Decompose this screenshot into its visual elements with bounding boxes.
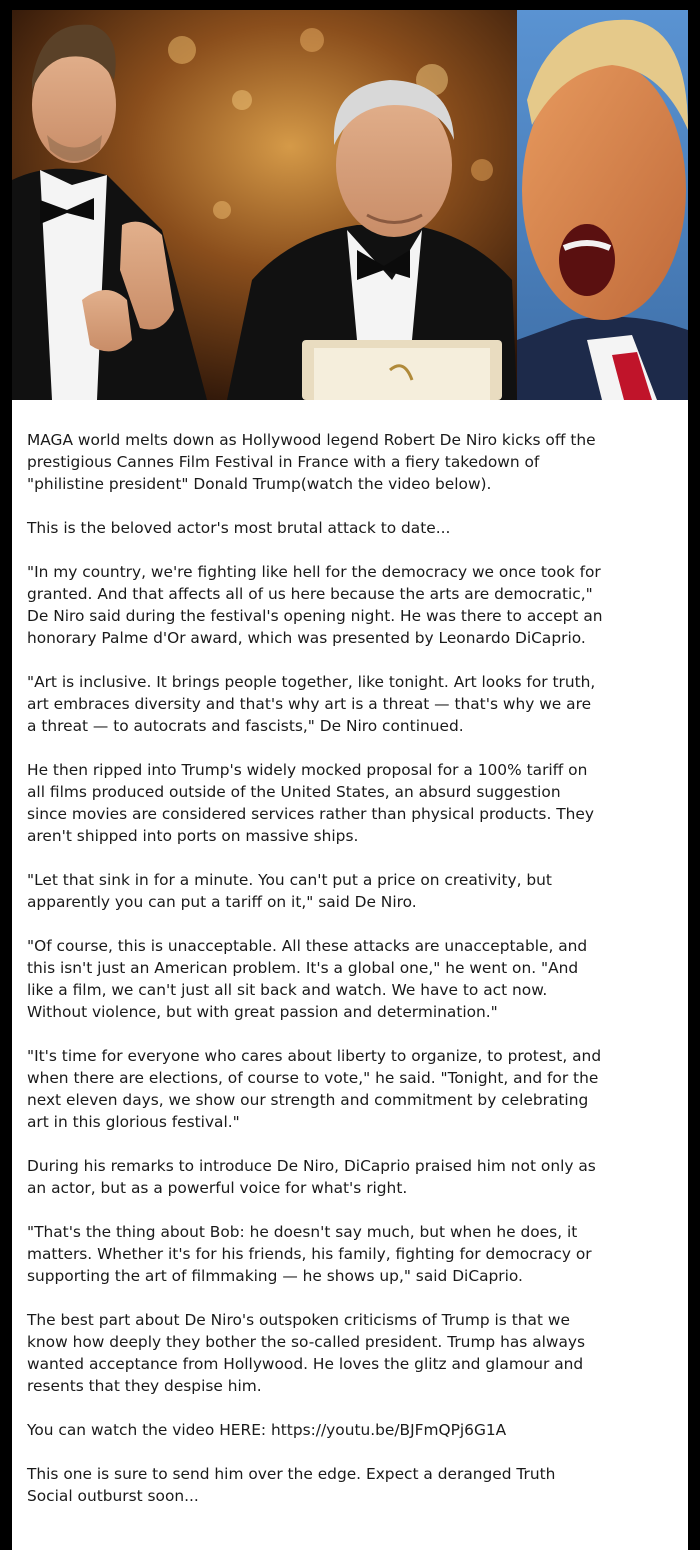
paragraph: "Art is inclusive. It brings people together, like tonight. Art looks for truth, art embraces diversity and that's why art is a threat — that's why we are a threat — to autocrats and fascists," De Niro continued. <box>27 673 596 735</box>
person-right <box>517 20 688 400</box>
video-line-prefix: You can watch the video HERE: <box>27 1421 271 1439</box>
hero-image <box>12 10 688 400</box>
paragraph: "It's time for everyone who cares about liberty to organize, to protest, and when there are elections, of course to vote," he said. "Tonight, and for the next eleven days, we show our strength and commitment by celebrating art in this glorious festival." <box>27 1047 602 1131</box>
paragraph: This is the beloved actor's most brutal attack to date... <box>27 519 451 537</box>
video-line <box>27 1419 677 1441</box>
paragraph: "Of course, this is unacceptable. All these attacks are unacceptable, and this isn't just an American problem. It's a global one," he went on. "And like a film, we can't just all sit back and watch. We have to act now. Without violence, but with great passion and determination." <box>27 937 588 1021</box>
paragraph: MAGA world melts down as Hollywood legend Robert De Niro kicks off the prestigious Cannes Film Festival in France with a fiery takedown of "philistine president" Donald Trump(watch the video below). <box>27 431 596 493</box>
closing-paragraph: This one is sure to send him over the edge. Expect a deranged Truth Social outburst soon... <box>27 1465 556 1505</box>
paragraph: "In my country, we're fighting like hell for the democracy we once took for granted. And that affects all of us here because the arts are democratic," De Niro said during the festival's opening night. He was there to accept an honorary Palme d'Or award, which was presented by Leonardo DiCaprio. <box>27 563 603 647</box>
paragraph: The best part about De Niro's outspoken criticisms of Trump is that we know how deeply they bother the so-called president. Trump has always wanted acceptance from Hollywood. He loves the glitz and glamour and resents that they despise him. <box>27 1311 586 1395</box>
article-frame <box>12 10 688 1550</box>
paragraph: During his remarks to introduce De Niro, DiCaprio praised him not only as an actor, but as a powerful voice for what's right. <box>27 1157 596 1197</box>
paragraph: "Let that sink in for a minute. You can't put a price on creativity, but apparently you can put a tariff on it," said De Niro. <box>27 871 552 911</box>
paragraph: "That's the thing about Bob: he doesn't say much, but when he does, it matters. Whether it's for his friends, his family, fighting for democracy or supporting the art of filmmaking — he shows up," said DiCaprio. <box>27 1223 592 1285</box>
video-link[interactable]: https://youtu.be/BJFmQPj6G1A <box>271 1421 507 1439</box>
paragraph: He then ripped into Trump's widely mocked proposal for a 100% tariff on all films produced outside of the United States, an absurd suggestion since movies are considered services rather than physical products. They aren't shipped into ports on massive ships. <box>27 761 594 845</box>
article-body <box>27 429 677 1529</box>
